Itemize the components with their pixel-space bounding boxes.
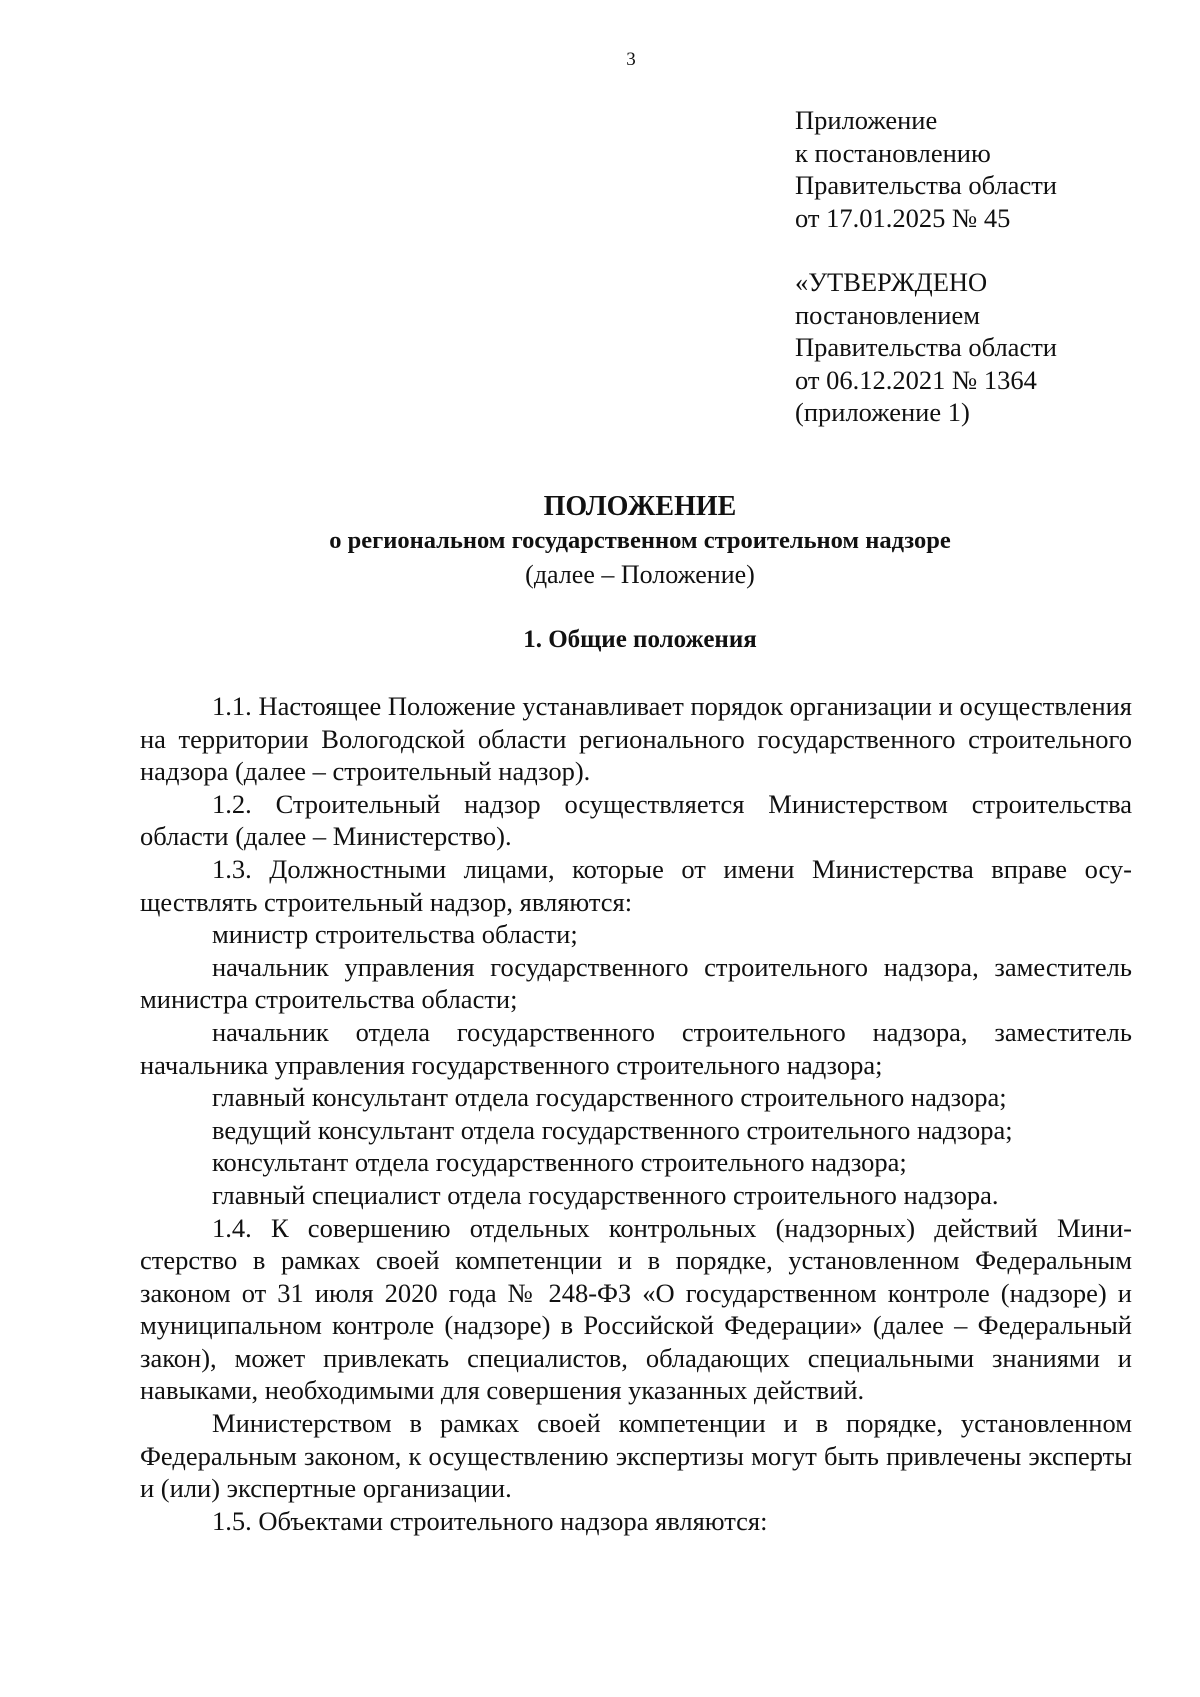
list-item: главный консультант отдела государственного строительного надзора; [212, 1082, 1007, 1113]
list-item: главный специалист отдела государственного строительного надзора. [212, 1179, 999, 1210]
paragraph: 1.5. Объектами строительного надзора являются: [212, 1505, 768, 1536]
approval-line: к постановлению [795, 137, 991, 168]
paragraph: 1.3. Должностными лицами, которые от имени Министерства вправе осуществлять строительный надзор, являются: [140, 853, 1132, 917]
paragraph: 1.1. Настоящее Положение устанавливает порядок организации и осуществления на территории Вологодской области регионального государственного строительного надзора (далее – строительный надзор). [140, 691, 1132, 787]
approved-line: Правительства области [795, 332, 1057, 362]
approval-line: Приложение [795, 105, 938, 135]
approved-line: «УТВЕРЖДЕНО [795, 267, 988, 297]
document-subtitle: о региональном государственном строительном надзоре [329, 527, 951, 554]
page-number: 3 [626, 49, 636, 70]
paragraph: 1.4. К совершению отдельных контрольных (надзорных) действий Министерство в рамках своей компетенции и в порядке, установленном Федеральным законом от 31 июля 2020 года № 248-ФЗ «О государственном контроле (надзоре) и муниципальном контроле (надзоре) в Российской Федерации» (далее – Федеральный закон), может привлекать специалистов, обладающих специальными знаниями и навыками, необходимыми для совершения указанных действий. [140, 1212, 1132, 1406]
paragraph: Министерством в рамках своей компетенции и в порядке, установленном Федеральным законом, к осуществлению экспертизы могут быть привлечены эксперты и (или) экспертные организации. [140, 1408, 1132, 1504]
section-heading: 1. Общие положения [523, 626, 757, 653]
document-title-block [140, 490, 1140, 592]
approval-block [795, 104, 1175, 429]
list-item: консультант отдела государственного строительного надзора; [212, 1147, 907, 1178]
list-item: начальник отдела государственного строительного надзора, заместитель начальника управления государственного строительного надзора; [140, 1016, 1132, 1080]
list-item: ведущий консультант отдела государственного строительного надзора; [212, 1114, 1013, 1145]
list-item: начальник управления государственного строительного надзора, заместитель министра строительства области; [140, 951, 1132, 1015]
approved-line: (приложение 1) [795, 397, 970, 427]
paragraph: 1.2. Строительный надзор осуществляется Министерством строительства области (далее – Министерство). [140, 788, 1132, 852]
approved-line: постановлением [795, 299, 980, 330]
approved-line: от 06.12.2021 № 1364 [795, 364, 1037, 395]
document-body [140, 690, 1132, 1537]
list-item: министр строительства области; [212, 919, 578, 950]
document-title: ПОЛОЖЕНИЕ [543, 491, 737, 522]
document-subtitle-note: (далее – Положение) [525, 560, 755, 589]
approval-gap [795, 234, 1175, 266]
approval-line: Правительства области [795, 170, 1057, 200]
approval-line: от 17.01.2025 № 45 [795, 202, 1011, 233]
